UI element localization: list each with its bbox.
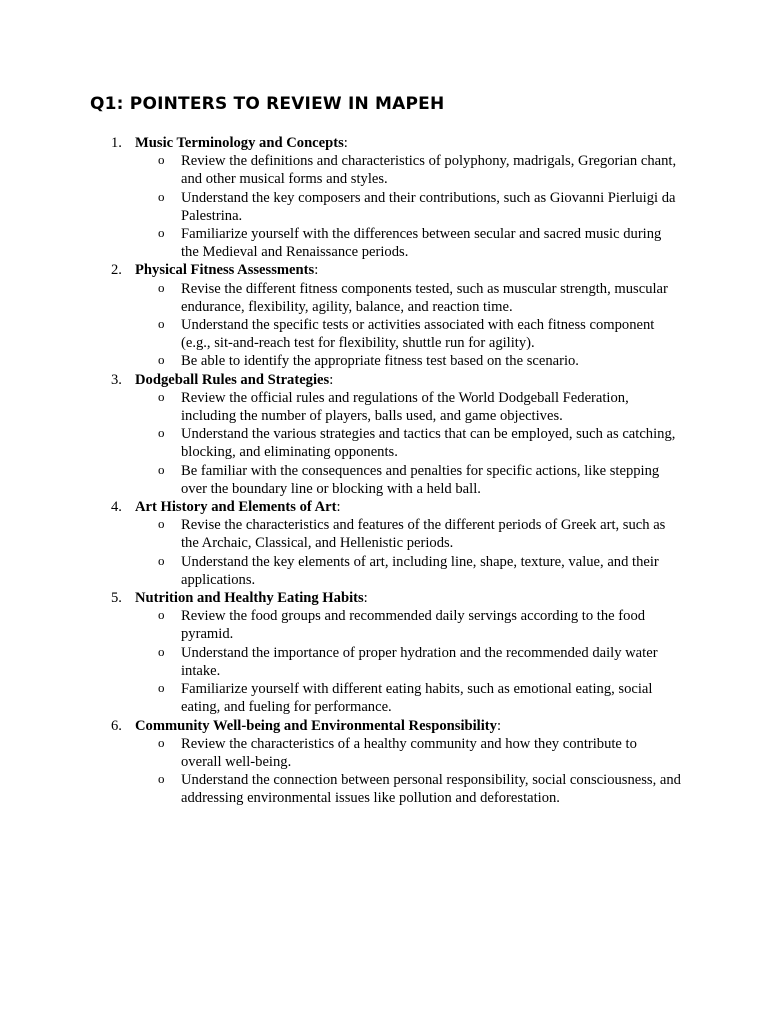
topic-item — [0, 261, 768, 370]
topic-colon: : — [363, 590, 368, 607]
sub-point — [0, 425, 681, 461]
hollow-bullet-icon: o — [158, 643, 165, 659]
topic-heading — [0, 589, 768, 607]
sub-point-text: Be familiar with the consequences and penalties for specific actions, like stepping over the boundary line or blocking with a held ball. — [181, 462, 660, 497]
sub-point-text: Understand the connection between personal responsibility, social consciousness, and addressing environmental issues like pollution and deforestation. — [181, 772, 681, 807]
sub-point — [0, 771, 681, 807]
sub-point-text: Familiarize yourself with the differences between secular and sacred music during the Medieval and Renaissance periods. — [181, 226, 662, 261]
hollow-bullet-icon: o — [158, 552, 165, 568]
topic-title: Music Terminology and Concepts — [135, 135, 344, 151]
sub-point-text: Familiarize yourself with different eating habits, such as emotional eating, social eating, and fueling for performance. — [181, 681, 653, 716]
sub-point — [0, 516, 681, 552]
topic-number: 3. — [111, 371, 122, 388]
topic-colon: : — [343, 135, 348, 151]
sub-point — [0, 152, 681, 188]
sub-point — [0, 644, 681, 680]
sub-point — [0, 553, 681, 589]
hollow-bullet-icon: o — [158, 316, 165, 332]
topic-item — [0, 371, 768, 498]
sub-point-text: Revise the characteristics and features of the different periods of Greek art, such as the Archaic, Classical, and Hellenistic periods. — [181, 517, 666, 552]
sub-point — [0, 735, 681, 771]
sub-point — [0, 352, 681, 370]
sub-point-text: Review the food groups and recommended daily servings according to the food pyramid. — [181, 608, 646, 643]
sub-point-text: Understand the specific tests or activities associated with each fitness component (e.g., sit-and-reach test for flexibility, shuttle run for agility). — [181, 317, 655, 352]
hollow-bullet-icon: o — [158, 388, 165, 404]
hollow-bullet-icon: o — [158, 352, 165, 368]
topic-item — [0, 498, 768, 589]
sub-point — [0, 680, 681, 716]
topic-title: Dodgeball Rules and Strategies — [135, 371, 330, 388]
hollow-bullet-icon: o — [158, 734, 165, 750]
topic-heading — [0, 261, 768, 279]
topic-list — [0, 134, 768, 808]
topic-number: 2. — [111, 262, 122, 279]
sub-point — [0, 280, 681, 316]
topic-item — [0, 589, 768, 716]
hollow-bullet-icon: o — [158, 680, 165, 696]
sub-point-text: Review the definitions and characteristics of polyphony, madrigals, Gregorian chant, and other musical forms and styles. — [181, 153, 677, 188]
topic-colon: : — [329, 371, 334, 388]
topic-number: 1. — [111, 135, 122, 151]
sub-point-text: Be able to identify the appropriate fitness test based on the scenario. — [181, 353, 579, 370]
hollow-bullet-icon: o — [158, 188, 165, 204]
sub-point — [0, 189, 681, 225]
topic-heading — [0, 717, 768, 735]
topic-item — [0, 134, 768, 261]
sub-point-text: Revise the different fitness components tested, such as muscular strength, muscular endurance, flexibility, agility, balance, and reaction time. — [181, 280, 668, 315]
sub-point-text: Understand the key composers and their contributions, such as Giovanni Pierluigi da Palestrina. — [181, 189, 676, 224]
sub-point-text: Understand the various strategies and tactics that can be employed, such as catching, blocking, and eliminating opponents. — [181, 426, 676, 461]
sub-point — [0, 389, 681, 425]
hollow-bullet-icon: o — [158, 607, 165, 623]
topic-title: Community Well-being and Environmental Responsibility — [135, 717, 497, 734]
sub-point-text: Understand the importance of proper hydration and the recommended daily water intake. — [181, 644, 658, 679]
hollow-bullet-icon: o — [158, 152, 165, 168]
hollow-bullet-icon: o — [158, 279, 165, 295]
topic-title: Art History and Elements of Art — [135, 499, 337, 516]
sub-point-text: Review the official rules and regulations of the World Dodgeball Federation, including the number of players, balls used, and game objectives. — [181, 389, 629, 425]
topic-colon: : — [336, 499, 341, 516]
document-title: Q1: POINTERS TO REVIEW IN MAPEH — [90, 94, 445, 114]
sub-point — [0, 607, 681, 643]
topic-heading — [0, 498, 768, 516]
topic-title: Physical Fitness Assessments — [135, 262, 315, 279]
topic-number: 4. — [111, 499, 122, 516]
sub-point — [0, 225, 681, 261]
hollow-bullet-icon: o — [158, 771, 165, 787]
topic-colon: : — [314, 262, 319, 279]
hollow-bullet-icon: o — [158, 516, 165, 532]
sub-point-text: Review the characteristics of a healthy community and how they contribute to overall well-being. — [181, 735, 637, 770]
sub-point-text: Understand the key elements of art, including line, shape, texture, value, and their applications. — [181, 553, 659, 588]
topic-heading — [0, 134, 768, 152]
sub-point — [0, 462, 681, 498]
hollow-bullet-icon: o — [158, 225, 165, 241]
topic-number: 5. — [111, 590, 122, 607]
sub-point — [0, 316, 681, 352]
topic-colon: : — [496, 717, 501, 734]
hollow-bullet-icon: o — [158, 461, 165, 477]
topic-heading — [0, 371, 768, 389]
topic-item — [0, 717, 768, 808]
hollow-bullet-icon: o — [158, 425, 165, 441]
topic-number: 6. — [111, 717, 122, 734]
topic-title: Nutrition and Healthy Eating Habits — [135, 590, 364, 607]
